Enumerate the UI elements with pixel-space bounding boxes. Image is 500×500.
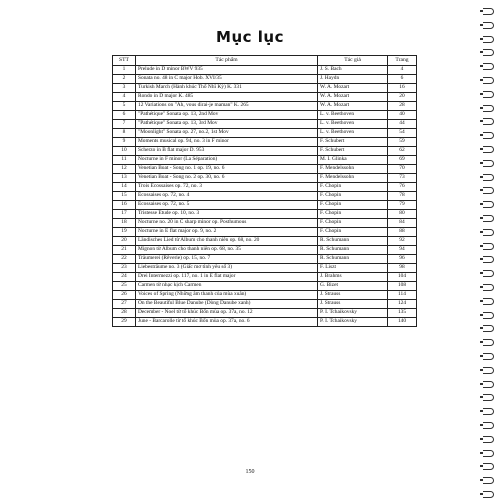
table-row <box>113 156 417 165</box>
table-row <box>113 120 417 129</box>
row-stt: 27 <box>113 300 136 309</box>
row-author: J. Strauss <box>318 291 388 300</box>
table-row <box>113 237 417 246</box>
row-page: 16 <box>388 84 417 93</box>
binding-ring <box>483 353 494 360</box>
binding-ring <box>483 49 494 56</box>
row-page: 79 <box>388 201 417 210</box>
binding-ring <box>483 436 494 443</box>
row-stt: 29 <box>113 318 136 327</box>
row-title: Venetian Boat - Song no. 1 op. 19, no. 6 <box>136 165 318 174</box>
binding-ring <box>483 132 494 139</box>
row-stt: 19 <box>113 228 136 237</box>
row-title: June - Barcarolle từ tổ khúc Bốn mùa op. 37a, no. 6 <box>136 318 318 327</box>
table-row <box>113 165 417 174</box>
row-stt: 17 <box>113 210 136 219</box>
binding-ring <box>483 367 494 374</box>
header-page: Trang <box>388 56 417 66</box>
binding-ring <box>483 270 494 277</box>
binding-ring <box>483 201 494 208</box>
row-author: F. Chopin <box>318 183 388 192</box>
row-title: Prelude in D minor BWV 935 <box>136 66 318 75</box>
binding-ring <box>483 174 494 181</box>
page-title: Mục lục <box>216 28 284 46</box>
binding-ring <box>483 63 494 70</box>
binding-ring <box>483 284 494 291</box>
row-title: Turkish March (Hành khúc Thổ Nhĩ Kỳ) K. 331 <box>136 84 318 93</box>
row-page: 6 <box>388 75 417 84</box>
row-page: 140 <box>388 318 417 327</box>
binding-ring <box>483 477 494 484</box>
row-page: 88 <box>388 228 417 237</box>
row-stt: 14 <box>113 183 136 192</box>
row-title: "Pathétique" Sonata op. 13, 3rd Mov <box>136 120 318 129</box>
table-row <box>113 273 417 282</box>
binding-ring <box>483 325 494 332</box>
table-row <box>113 192 417 201</box>
binding-ring <box>483 146 494 153</box>
table-row <box>113 219 417 228</box>
row-page: 108 <box>388 282 417 291</box>
row-title: Tristesse Etude op. 10, no. 3 <box>136 210 318 219</box>
row-title: Rondo in D major K. 485 <box>136 93 318 102</box>
binding-ring <box>483 91 494 98</box>
table-row <box>113 264 417 273</box>
binding-ring <box>483 463 494 470</box>
row-title: Ländisches Lied từ Album cho thanh niên op. 68, no. 20 <box>136 237 318 246</box>
row-title: Nocturne in F minor (La Séparation) <box>136 156 318 165</box>
binding-ring <box>483 8 494 15</box>
row-page: 104 <box>388 273 417 282</box>
row-stt: 6 <box>113 111 136 120</box>
binding-ring <box>483 229 494 236</box>
row-title: Moments musical op. 94, no. 3 in F minor <box>136 138 318 147</box>
row-author: J. S. Bach <box>318 66 388 75</box>
table-row <box>113 228 417 237</box>
binding-ring <box>483 422 494 429</box>
row-author: F. Chopin <box>318 219 388 228</box>
row-author: F. Liszt <box>318 264 388 273</box>
row-author: G. Bizet <box>318 282 388 291</box>
row-page: 70 <box>388 165 417 174</box>
row-page: 40 <box>388 111 417 120</box>
table-row <box>113 66 417 75</box>
binding-ring <box>483 243 494 250</box>
table-row <box>113 174 417 183</box>
table-row <box>113 309 417 318</box>
row-stt: 11 <box>113 156 136 165</box>
row-title: Nocturne in E flat major op. 9, no. 2 <box>136 228 318 237</box>
page-number: 150 <box>245 469 255 475</box>
row-page: 80 <box>388 210 417 219</box>
row-author: W. A. Mozart <box>318 93 388 102</box>
row-stt: 21 <box>113 246 136 255</box>
row-page: 92 <box>388 237 417 246</box>
row-stt: 22 <box>113 255 136 264</box>
binding-ring <box>483 160 494 167</box>
row-title: On the Beautiful Blue Danube (Dòng Danube xanh) <box>136 300 318 309</box>
binding-ring <box>483 77 494 84</box>
row-stt: 5 <box>113 102 136 111</box>
row-stt: 20 <box>113 237 136 246</box>
row-page: 78 <box>388 192 417 201</box>
row-title: Drei Intermezzi op. 117, no. 1 in E flat major <box>136 273 318 282</box>
row-stt: 9 <box>113 138 136 147</box>
binding-ring <box>483 36 494 43</box>
binding-ring <box>483 298 494 305</box>
row-page: 54 <box>388 129 417 138</box>
row-stt: 16 <box>113 201 136 210</box>
row-page: 59 <box>388 138 417 147</box>
row-author: F. Mendelssohn <box>318 165 388 174</box>
row-title: Voices of Spring (Những âm thanh của mùa xuân) <box>136 291 318 300</box>
row-author: J. Brahms <box>318 273 388 282</box>
row-author: L. v. Beethoven <box>318 129 388 138</box>
row-author: F. Schubert <box>318 138 388 147</box>
row-page: 94 <box>388 246 417 255</box>
row-author: F. Chopin <box>318 210 388 219</box>
binding-ring <box>483 312 494 319</box>
table-row <box>113 147 417 156</box>
binding-ring <box>483 256 494 263</box>
row-page: 135 <box>388 309 417 318</box>
binding-ring <box>483 450 494 457</box>
row-page: 28 <box>388 102 417 111</box>
row-title: "Pathétique" Sonata op. 13, 2nd Mov <box>136 111 318 120</box>
binding-ring <box>483 394 494 401</box>
row-stt: 24 <box>113 273 136 282</box>
row-page: 69 <box>388 156 417 165</box>
row-stt: 13 <box>113 174 136 183</box>
row-stt: 4 <box>113 93 136 102</box>
row-page: 62 <box>388 147 417 156</box>
binding-ring <box>483 22 494 29</box>
row-stt: 12 <box>113 165 136 174</box>
row-title: Träumerei (Rêverie) op. 15, no. 7 <box>136 255 318 264</box>
row-page: 98 <box>388 264 417 273</box>
binding-ring <box>483 381 494 388</box>
binding-ring <box>483 105 494 112</box>
table-row <box>113 282 417 291</box>
table-row <box>113 246 417 255</box>
row-title: Carmen từ nhạc kịch Carmen <box>136 282 318 291</box>
binding-ring <box>483 118 494 125</box>
row-author: P. I. Tchaikovsky <box>318 309 388 318</box>
binding-ring <box>483 187 494 194</box>
table-header-row <box>113 56 417 66</box>
row-author: L. v. Beethoven <box>318 120 388 129</box>
row-page: 73 <box>388 174 417 183</box>
row-title: 12 Variations on "Ah, vous dirai-je maman" K. 265 <box>136 102 318 111</box>
header-title: Tác phẩm <box>136 56 318 66</box>
row-author: R. Schumann <box>318 255 388 264</box>
row-stt: 28 <box>113 309 136 318</box>
row-author: J. Haydn <box>318 75 388 84</box>
table-row <box>113 84 417 93</box>
toc-table <box>112 55 417 327</box>
binding-ring <box>483 339 494 346</box>
row-author: F. Chopin <box>318 201 388 210</box>
row-title: Écossaises op. 72, no. 5 <box>136 201 318 210</box>
table-row <box>113 102 417 111</box>
binding-ring <box>483 491 494 498</box>
row-author: F. Chopin <box>318 228 388 237</box>
row-page: 44 <box>388 120 417 129</box>
row-page: 114 <box>388 291 417 300</box>
row-author: J. Strauss <box>318 300 388 309</box>
row-title: Mignon từ Album cho thanh niên op. 68, no. 35 <box>136 246 318 255</box>
table-row <box>113 129 417 138</box>
table-row <box>113 201 417 210</box>
table-row <box>113 111 417 120</box>
row-title: Trois Écossaises op. 72, no. 3 <box>136 183 318 192</box>
row-stt: 15 <box>113 192 136 201</box>
table-row <box>113 75 417 84</box>
row-stt: 7 <box>113 120 136 129</box>
row-author: W. A. Mozart <box>318 102 388 111</box>
row-author: M. I. Glinka <box>318 156 388 165</box>
row-title: Scherzo in B flat major D. 953 <box>136 147 318 156</box>
spiral-binding <box>470 0 500 500</box>
row-page: 4 <box>388 66 417 75</box>
row-author: R. Schumann <box>318 246 388 255</box>
row-title: "Moonlight" Sonata op. 27, no.2, 1st Mov <box>136 129 318 138</box>
table-row <box>113 183 417 192</box>
row-author: F. Chopin <box>318 192 388 201</box>
table-row <box>113 300 417 309</box>
row-stt: 3 <box>113 84 136 93</box>
row-author: P. I. Tchaikovsky <box>318 318 388 327</box>
row-author: R. Schumann <box>318 237 388 246</box>
row-stt: 23 <box>113 264 136 273</box>
binding-ring <box>483 408 494 415</box>
row-stt: 10 <box>113 147 136 156</box>
header-author: Tác giả <box>318 56 388 66</box>
row-author: F. Mendelssohn <box>318 174 388 183</box>
row-title: Venetian Boat - Song no. 2 op. 30, no. 6 <box>136 174 318 183</box>
table-row <box>113 138 417 147</box>
header-stt: STT <box>113 56 136 66</box>
row-title: Nocturne no. 20 in C sharp minor op. Posthumous <box>136 219 318 228</box>
row-title: Écossaises op. 72, no. 4 <box>136 192 318 201</box>
row-title: December - Noel từ tổ khúc Bốn mùa op. 37a, no. 12 <box>136 309 318 318</box>
row-stt: 2 <box>113 75 136 84</box>
row-page: 76 <box>388 183 417 192</box>
table-row <box>113 318 417 327</box>
row-author: L. v. Beethoven <box>318 111 388 120</box>
row-stt: 8 <box>113 129 136 138</box>
row-title: Sonata no. 48 in C major Hob. XVI/35 <box>136 75 318 84</box>
table-row <box>113 255 417 264</box>
row-title: Liebesträume no. 3 (Giấc mơ tình yêu số 3) <box>136 264 318 273</box>
table-row <box>113 210 417 219</box>
row-page: 96 <box>388 255 417 264</box>
row-stt: 25 <box>113 282 136 291</box>
row-stt: 26 <box>113 291 136 300</box>
row-stt: 18 <box>113 219 136 228</box>
table-row <box>113 291 417 300</box>
row-author: F. Schubert <box>318 147 388 156</box>
row-author: W. A. Mozart <box>318 84 388 93</box>
row-page: 20 <box>388 93 417 102</box>
row-page: 124 <box>388 300 417 309</box>
row-stt: 1 <box>113 66 136 75</box>
binding-ring <box>483 215 494 222</box>
table-row <box>113 93 417 102</box>
row-page: 84 <box>388 219 417 228</box>
